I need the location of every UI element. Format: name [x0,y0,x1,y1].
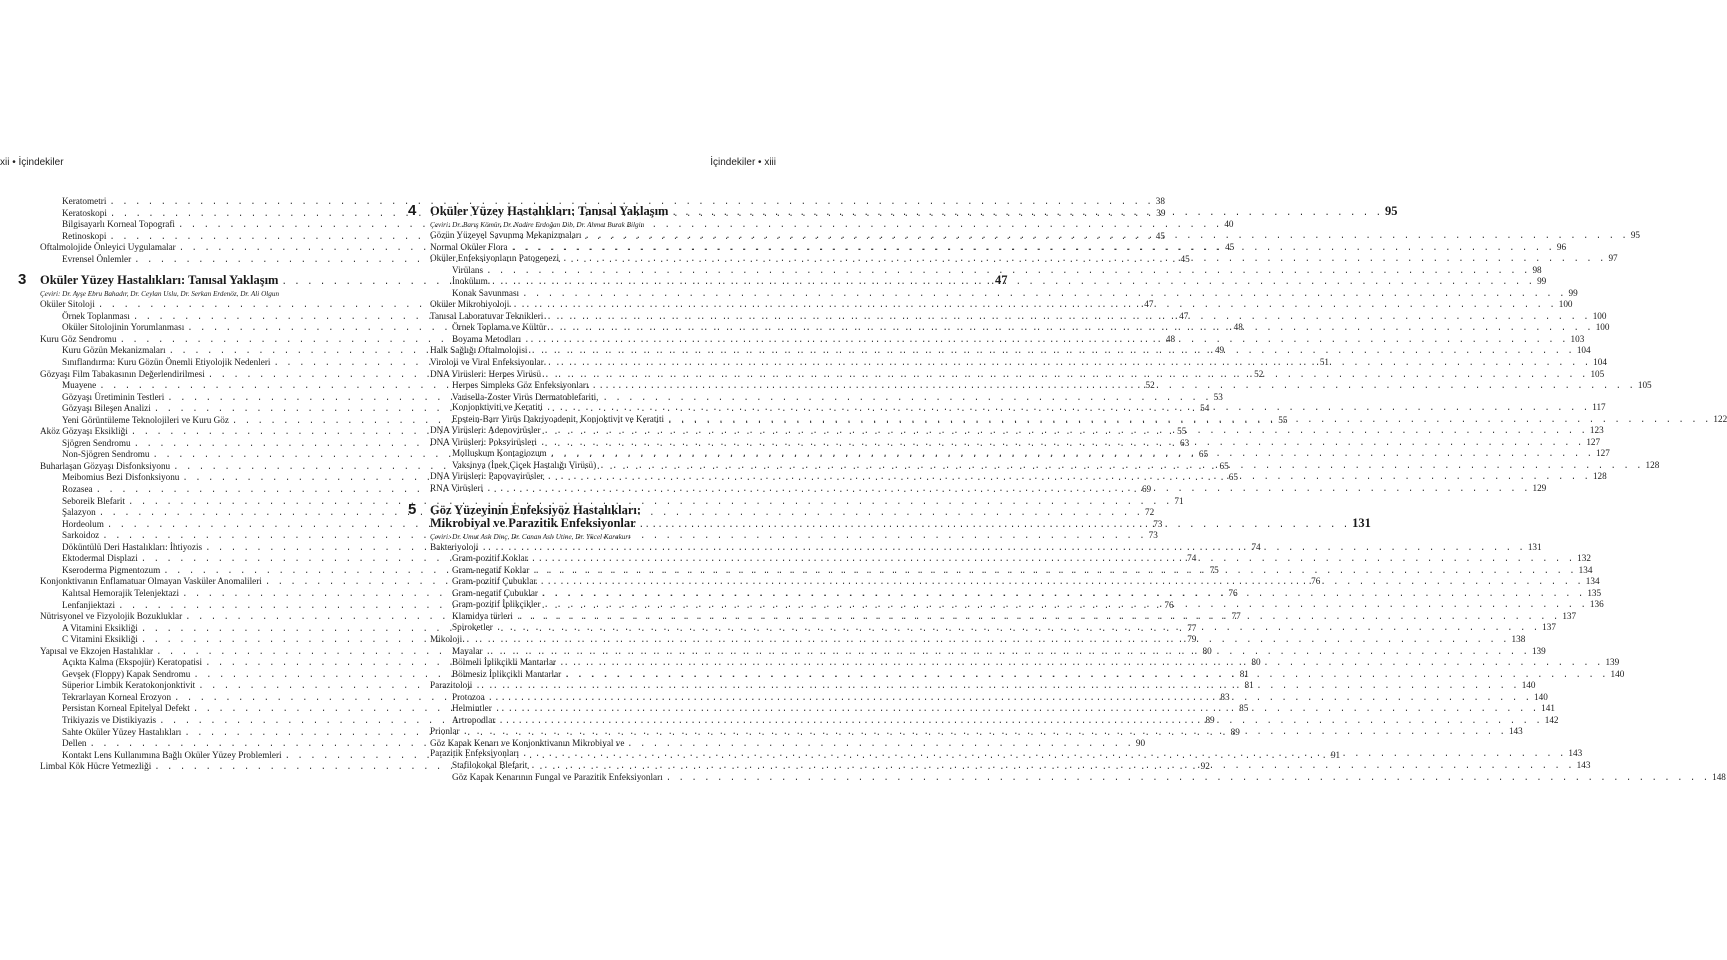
entry-title: Dellen [62,738,87,749]
entry-page-number: 49 [1214,345,1225,356]
chapter-page-number: 131 [1352,515,1371,530]
entry-page-number: 98 [1532,264,1542,275]
entry-page-number: 100 [1592,310,1607,321]
dot-leader [522,289,1565,300]
entry-title: Gram-pozitif Koklar [452,553,528,564]
chapter-page-number: 95 [1384,204,1398,218]
entry-page-number: 71 [1174,495,1184,506]
dot-leader [546,403,1589,414]
toc-subentry [18,196,1165,208]
entry-title: A Vitamini Eksikliği [62,622,138,633]
entry-page-number: 96 [1556,241,1567,252]
entry-title: Kuru Gözün Mekanizmaları [62,345,166,356]
entry-page-number: 100 [1558,299,1573,310]
entry-page-number: 134 [1578,564,1593,575]
entry-title: Açıkta Kalma (Ekspojür) Keratopatisi [62,657,203,668]
entry-page-number: 83 [1220,691,1230,702]
dot-leader [491,277,1534,288]
entry-title: Oküler Sitolojinin Yorumlanması [62,322,185,333]
entry-title: Muayene [62,380,97,391]
entry-title: Spiroketler [452,622,493,633]
dot-leader [667,415,1710,426]
chapter-translators: Çeviri: Dr. Barış Kömür, Dr. Nadire Erdoğan Dib, Dr. Ahmet Burak Bilgin [430,221,645,229]
entry-page-number: 76 [1164,599,1174,610]
toc-subentry [408,264,1542,277]
dot-leader [512,300,1555,311]
chapter-number: 5 [408,500,417,518]
entry-title: Prionlar [430,726,460,737]
entry-title: Örnek Toplama ve Kültür [452,322,547,333]
entry-title: Trikiyazis ve Distikiyazis [62,714,157,725]
dot-leader [495,704,1538,715]
entry-title: Molluskum Kontagiozum [452,448,547,459]
entry-title: Gram-pozitif Çubuklar [452,576,537,587]
entry-page-number: 55 [1177,426,1187,437]
entry-page-number: 104 [1576,345,1591,356]
entry-page-number: 40 [1224,219,1234,230]
running-head-left: xii • İçindekiler [0,157,64,168]
toc-subentry [408,392,778,403]
toc-subentry [408,771,1726,784]
toc-subentry [408,287,1578,300]
entry-title: Normal Oküler Flora [430,241,508,252]
entry-title: Oküler Sitoloji [40,299,95,310]
entry-title: Mayalar [452,645,483,656]
entry-page-number: 100 [1595,322,1610,333]
dot-leader [547,358,1590,369]
entry-page-number: 127 [1586,436,1601,447]
chapter-title [430,504,1371,532]
dot-leader [584,231,1627,242]
entry-page-number: 48 [1233,322,1243,333]
entry-title: RNA Virüsleri [430,483,484,494]
toc-subentry [18,495,1184,508]
entry-page-number: 81 [1244,680,1254,691]
entry-page-number: 79 [1187,634,1197,645]
entry-page-number: 143 [1508,726,1523,737]
entry-title: Yapısal ve Ekzojen Hastalıklar [40,645,154,656]
dot-leader [498,716,1541,727]
dot-leader [524,335,1567,346]
dot-leader [544,426,1587,437]
entry-title: Göz Kapak Kenarı ve Konjonktivanın Mikrobiyal ve [430,737,625,748]
entry-title: Evrensel Önlemler [62,253,132,264]
entry-title: Meibomius Bezi Disfonksiyonu [62,472,180,483]
entry-title: Tanısal Laboratuvar Teknikleri [430,310,544,321]
entry-page-number: 138 [1511,633,1526,644]
entry-title: DNA Virüsleri: Herpes Virüsü [430,368,542,379]
entry-title: DNA Virüsleri: Papovavirüsler [430,471,544,482]
entry-title: Oftalmolojide Önleyici Uygulamalar [40,242,176,253]
entry-title: Döküntülü Deri Hastalıkları: İhtiyozis [62,541,203,552]
entry-page-number: 140 [1534,691,1548,702]
entry-page-number: 69 [1141,484,1152,495]
entry-title: Kseroderma Pigmentozum [62,564,161,575]
entry-title: Mikoloji [430,633,463,644]
entry-page-number: 91 [1330,749,1341,760]
entry-title: Rozasea [62,484,93,495]
entry-title: Gram-negatif Çubuklar [452,587,538,598]
entry-page-number: 103 [1570,333,1585,344]
entry-title: Kontakt Lens Kullanımına Bağlı Oküler Yüzey Problemleri [62,749,282,760]
entry-title: Keratoskopi [62,207,107,218]
entry-page-number: 128 [1645,459,1660,470]
dot-leader [639,519,1350,532]
entry-title: Tekrarlayan Korneal Erozyon [62,691,172,702]
entry-title: Konjonktivanın Enflamatuar Olmayan Vasküler Anomalileri [40,576,262,587]
entry-page-number: 53 [1213,391,1223,402]
dot-leader [539,577,1582,588]
entry-page-number: 99 [1537,276,1547,287]
entry-page-number: 55 [1278,414,1288,425]
entry-title: Konjonktiviti ve Keratiti [452,402,543,413]
entry-title: Aköz Gözyaşı Eksikliği [40,426,128,437]
entry-title: Herpes Simpleks Göz Enfeksiyonları [452,380,589,391]
entry-title: Gözün Yüzeyel Savunma Mekanizmaları [430,230,582,240]
toc-entry [408,738,778,749]
dot-leader [562,254,1605,265]
entry-page-number: 52 [1145,380,1155,391]
entry-page-number: 77 [1231,611,1241,622]
entry-page-number: 80 [1251,657,1261,668]
entry-page-number: 85 [1239,703,1249,714]
entry-title: Keratometri [62,196,107,206]
entry-page-number: 139 [1531,645,1546,656]
entry-page-number: 74 [1187,553,1197,564]
entry-page-number: 92 [1200,761,1210,772]
entry-page-number: 139 [1605,657,1620,668]
entry-title: Gevşek (Floppy) Kapak Sendromu [62,668,191,679]
entry-page-number: 105 [1637,380,1652,391]
entry-page-number: 131 [1527,541,1542,552]
entry-title: Virülans [452,264,484,275]
dot-leader [486,484,1529,495]
entry-title: Şalazyon [62,507,96,518]
entry-page-number: 89 [1205,714,1215,725]
entry-page-number: 65 [1228,472,1238,483]
entry-title: Sahte Oküler Yüzey Hastalıkları [62,726,182,737]
entry-title: DNA Virüsleri: Adenovirüsler [430,425,541,436]
entry-title: Boyama Metodları [452,333,522,344]
dot-leader [544,370,1587,381]
entry-page-number: 129 [1532,483,1547,494]
dot-leader [546,312,1589,323]
entry-title: Halk Sağlığı Oftalmolojisi [430,345,528,356]
entry-page-number: 137 [1542,622,1556,633]
dot-leader [540,438,1583,449]
entry-title: Sjögren Sendromu [62,437,131,448]
entry-title: Artropodlar [452,714,496,725]
entry-title: Sınıflandırma: Kuru Gözün Önemli Etiyolojik Nedenleri [62,357,271,368]
dot-leader [564,670,1607,681]
entry-title: Bölmeli İplikçikli Mantarlar [452,657,557,668]
entry-page-number: 140 [1521,680,1536,691]
entry-title: Buharlaşan Gözyaşı Disfonksiyonu [40,460,171,471]
entry-page-number: 65 [1198,449,1209,460]
entry-title: Süperior Limbik Keratokonjonktivit [62,680,196,691]
entry-title: Stafilokokal Blefarit [452,759,528,770]
entry-page-number: 134 [1585,576,1600,587]
entry-page-number: 45 [1180,253,1190,264]
dot-leader [544,600,1587,611]
chapter-translators: Çeviri: Dr. Umut Aslı Dinç, Dr. Canan Aslı Utine, Dr. Yücel Karakurt [430,532,631,541]
entry-title: Retinoskopi [62,230,107,241]
entry-title: Gözyaşı Üretiminin Testleri [62,391,165,402]
entry-title: Oküler Mikrobiyoloji [430,299,510,310]
entry-title: Helmintler [452,703,492,714]
entry-page-number: 143 [1576,759,1591,770]
entry-page-number: 80 [1202,645,1212,656]
entry-title: Parazitik Enfeksiyonları [430,748,520,759]
entry-page-number: 65 [1219,460,1229,471]
entry-page-number: 90 [1135,738,1146,749]
dot-leader [550,449,1593,460]
entry-title: Viroloji ve Viral Enfeksiyonlar [430,357,544,368]
dot-leader [532,566,1575,577]
entry-title: Varisella-Zoster Virüs Dermatoblefariti, [452,391,599,402]
entry-title: Hordeolum [62,518,104,529]
entry-title: Nütrisyonel ve Fizyolojik Bozukluklar [40,611,183,622]
entry-title: Non-Sjögren Sendromu [62,449,150,460]
entry-page-number: 104 [1593,357,1607,368]
entry-title: DNA Virüsleri: Poksvirüsleri [430,436,537,447]
entry-title: Kalıtsal Hemorajik Telenjektazi [62,587,180,598]
entry-title: Kuru Göz Sendromu [40,333,117,344]
dot-leader [671,207,1382,220]
entry-page-number: 140 [1610,668,1625,679]
dot-leader [516,612,1559,623]
dot-leader [559,658,1602,669]
chapter-number: 3 [18,271,27,289]
entry-title: Göz Kapak Kenarının Fungal ve Parazitik Enfeksiyonları [452,771,663,782]
dot-leader [530,761,1573,772]
entry-page-number: 45 [1225,242,1235,253]
entry-page-number: 39 [1156,207,1166,218]
entry-title: Gözyaşı Bileşen Analizi [62,403,151,414]
dot-leader [547,472,1590,483]
dot-leader [463,727,1506,738]
entry-title: Bölmesiz İplikçikli Mantarlar [452,668,562,679]
dot-leader [549,323,1592,334]
chapter-title-text: Mikrobiyal ve Parazitik Enfeksiyonlar [430,515,636,530]
entry-title: Yeni Görüntüleme Teknolojileri ve Kuru Göz [62,414,229,425]
entry-title: Protozoa [452,691,485,702]
chapter-title-text: Göz Yüzeyinin Enfeksiyöz Hastalıkları: [430,502,641,517]
entry-page-number: 89 [1230,726,1240,737]
entry-page-number: 128 [1592,471,1607,482]
entry-title: Konak Savunması [452,287,520,298]
entry-title: Epstein-Barr Virüs Dakriyoadenit, Konjoktivit ve Keratiti [452,413,665,424]
dot-leader [496,623,1539,634]
entry-page-number: 105 [1590,368,1605,379]
entry-title: Klamidya türleri [452,610,513,621]
dot-leader [511,243,1554,254]
dot-leader [486,266,1529,277]
entry-page-number: 52 [1254,368,1264,379]
entry-page-number: 97 [1608,253,1618,264]
entry-title: Oküler Enfeksiyonların Patogenezi [430,253,560,264]
entry-page-number: 123 [1589,425,1604,436]
entry-page-number: 95 [1630,230,1640,240]
dot-leader [531,554,1574,565]
chapter-title [430,205,1397,220]
entry-page-number: 47 [1144,299,1154,310]
dot-leader [666,773,1709,784]
entry-page-number: 136 [1589,599,1604,610]
chapter-title-line [430,517,1371,532]
entry-title: C Vitamini Eksikliği [62,634,138,645]
entry-title: Limbal Kök Hücre Yetmezliği [40,761,152,772]
entry-page-number: 47 [1179,310,1189,321]
chapter-title-text: Oküler Yüzey Hastalıkları: Tanısal Yaklaşım [430,204,669,218]
chapter-number: 4 [408,202,417,219]
running-head-right: İçindekiler • xiii [710,157,776,168]
entry-page-number: 54 [1200,403,1210,414]
entry-title: Seboreik Blefarit [62,495,126,506]
entry-page-number: 132 [1577,553,1591,564]
entry-page-number: 72 [1145,507,1155,518]
entry-page-number: 143 [1568,748,1583,759]
entry-title: Parazitoloji [430,680,473,691]
entry-title: Vaksinya (İnek Çiçek Hastalığı Virüsü) [452,459,597,470]
chapter-title-line [430,504,1371,517]
entry-page-number: 73 [1148,530,1158,541]
entry-page-number: 63 [1180,437,1190,448]
entry-page-number: 73 [1153,518,1163,529]
entry-page-number: 142 [1544,714,1559,725]
dot-leader [530,346,1573,357]
dot-leader [488,693,1531,704]
entry-page-number: 75 [1209,564,1219,575]
entry-title: Gözyaşı Film Tabakasının Değerlendirilmesi [40,368,205,379]
chapter-page-number: 47 [994,273,1008,288]
entry-page-number: 135 [1587,587,1602,598]
chapter-title-line [430,205,1397,220]
entry-page-number: 81 [1239,668,1249,679]
entry-page-number: 117 [1592,402,1606,413]
entry-title: Sarkoidoz [62,530,100,541]
entry-page-number: 38 [1155,196,1165,206]
dot-leader [599,461,1642,472]
entry-page-number: 74 [1251,541,1261,552]
entry-page-number: 76 [1311,576,1321,587]
entry-title: Örnek Toplanması [62,310,130,321]
entry-page-number: 148 [1712,771,1726,782]
entry-title: Gram-negatif Koklar [452,564,530,575]
dot-leader [475,681,1518,692]
entry-title: Lenfanjiektazi [62,599,116,610]
entry-title: Bilgisayarlı Korneal Topografi [62,219,175,230]
entry-page-number: 122 [1713,413,1727,424]
entry-page-number: 45 [1155,230,1165,241]
entry-page-number: 48 [1165,333,1176,344]
entry-title: Bakteriyoloji [430,541,479,552]
dot-leader [592,381,1635,392]
chapter-title-text: Oküler Yüzey Hastalıkları: Tanısal Yaklaşım [40,273,279,288]
entry-page-number: 51 [1319,357,1329,368]
entry-title: Persistan Korneal Epitelyal Defekt [62,703,190,714]
dot-leader [481,543,1524,554]
entry-page-number: 99 [1568,287,1578,298]
entry-title: Ektodermal Displazi [62,553,138,564]
entry-title: İnokülum [452,276,488,287]
dot-leader [541,589,1584,600]
entry-page-number: 141 [1541,703,1555,714]
entry-page-number: 77 [1187,622,1197,633]
entry-page-number: 137 [1562,610,1577,621]
dot-leader [465,635,1508,646]
chapter-translators: Çeviri: Dr. Ayşe Ebru Bahadır, Dr. Ceylan Uslu, Dr. Serkan Erdenöz, Dr. Ali Olgun [40,290,280,299]
entry-title: Gram-pozitif İplikçikler [452,599,541,610]
dot-leader [522,749,1565,760]
dot-leader [486,647,1529,658]
entry-page-number: 76 [1228,587,1238,598]
entry-page-number: 127 [1596,448,1610,459]
